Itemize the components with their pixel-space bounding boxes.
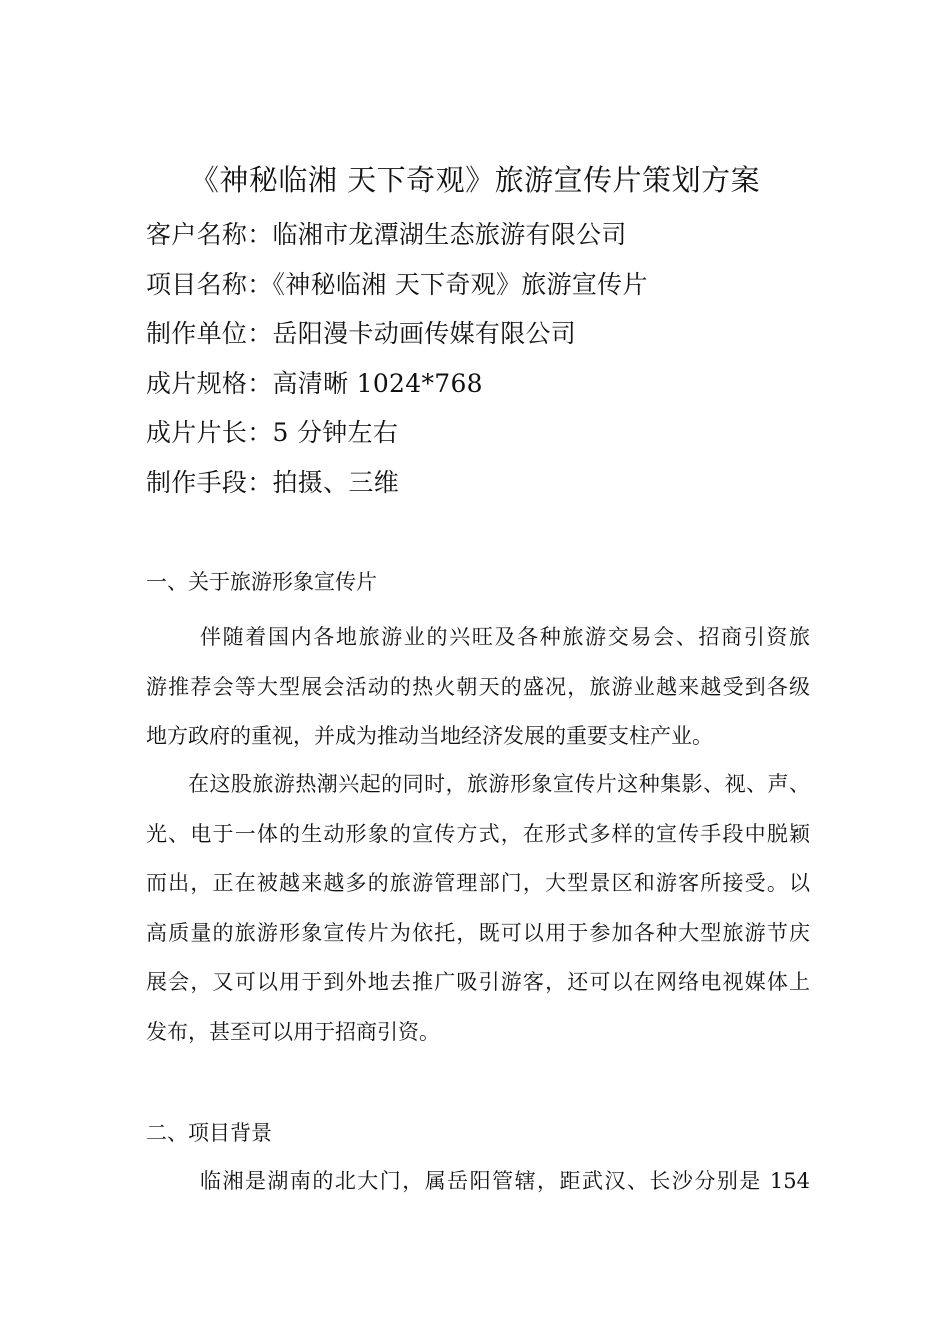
paragraph-line: 光、电于一体的生动形象的宣传方式，在形式多样的宣传手段中脱颖 xyxy=(146,821,810,846)
section1-paragraph-2 xyxy=(146,760,810,1058)
section-heading-1: 一、关于旅游形象宣传片 xyxy=(146,570,377,594)
paragraph-line: 而出，正在被越来越多的旅游管理部门，大型景区和游客所接受。以 xyxy=(146,871,810,896)
paragraph-line: 临湘是湖南的北大门，属岳阳管辖，距武汉、长沙分别是 154 xyxy=(200,1169,810,1193)
paragraph-line: 发布，甚至可以用于招商引资。 xyxy=(146,1019,440,1044)
meta-client-name: 客户名称：临湘市龙潭湖生态旅游有限公司 xyxy=(146,220,627,249)
paragraph-line: 展会，又可以用于到外地去推广吸引游客，还可以在网络电视媒体上 xyxy=(146,970,810,995)
paragraph-line: 游推荐会等大型展会活动的热火朝天的盛况，旅游业越来越受到各级 xyxy=(146,674,810,699)
paragraph-line: 高质量的旅游形象宣传片为依托，既可以用于参加各种大型旅游节庆 xyxy=(146,920,810,945)
document-title: 《神秘临湘 天下奇观》旅游宣传片策划方案 xyxy=(189,163,761,197)
meta-method: 制作手段：拍摄、三维 xyxy=(146,467,400,497)
paragraph-line: 伴随着国内各地旅游业的兴旺及各种旅游交易会、招商引资旅 xyxy=(200,625,810,649)
meta-format: 成片规格：高清晰 1024*768 xyxy=(146,368,483,398)
project-meta-list xyxy=(146,210,846,508)
section2-paragraph-1 xyxy=(146,1157,810,1207)
paragraph-line: 在这股旅游热潮兴起的同时，旅游形象宣传片这种集影、视、声、 xyxy=(188,772,810,796)
meta-project-name: 项目名称：《神秘临湘 天下奇观》旅游宣传片 xyxy=(146,269,648,299)
meta-duration: 成片片长：5 分钟左右 xyxy=(146,418,399,448)
meta-producer: 制作单位：岳阳漫卡动画传媒有限公司 xyxy=(146,319,577,349)
paragraph-line: 地方政府的重视，并成为推动当地经济发展的重要支柱产业。 xyxy=(146,724,713,749)
section1-paragraph-1 xyxy=(146,613,810,762)
section-heading-2: 二、项目背景 xyxy=(146,1121,272,1145)
